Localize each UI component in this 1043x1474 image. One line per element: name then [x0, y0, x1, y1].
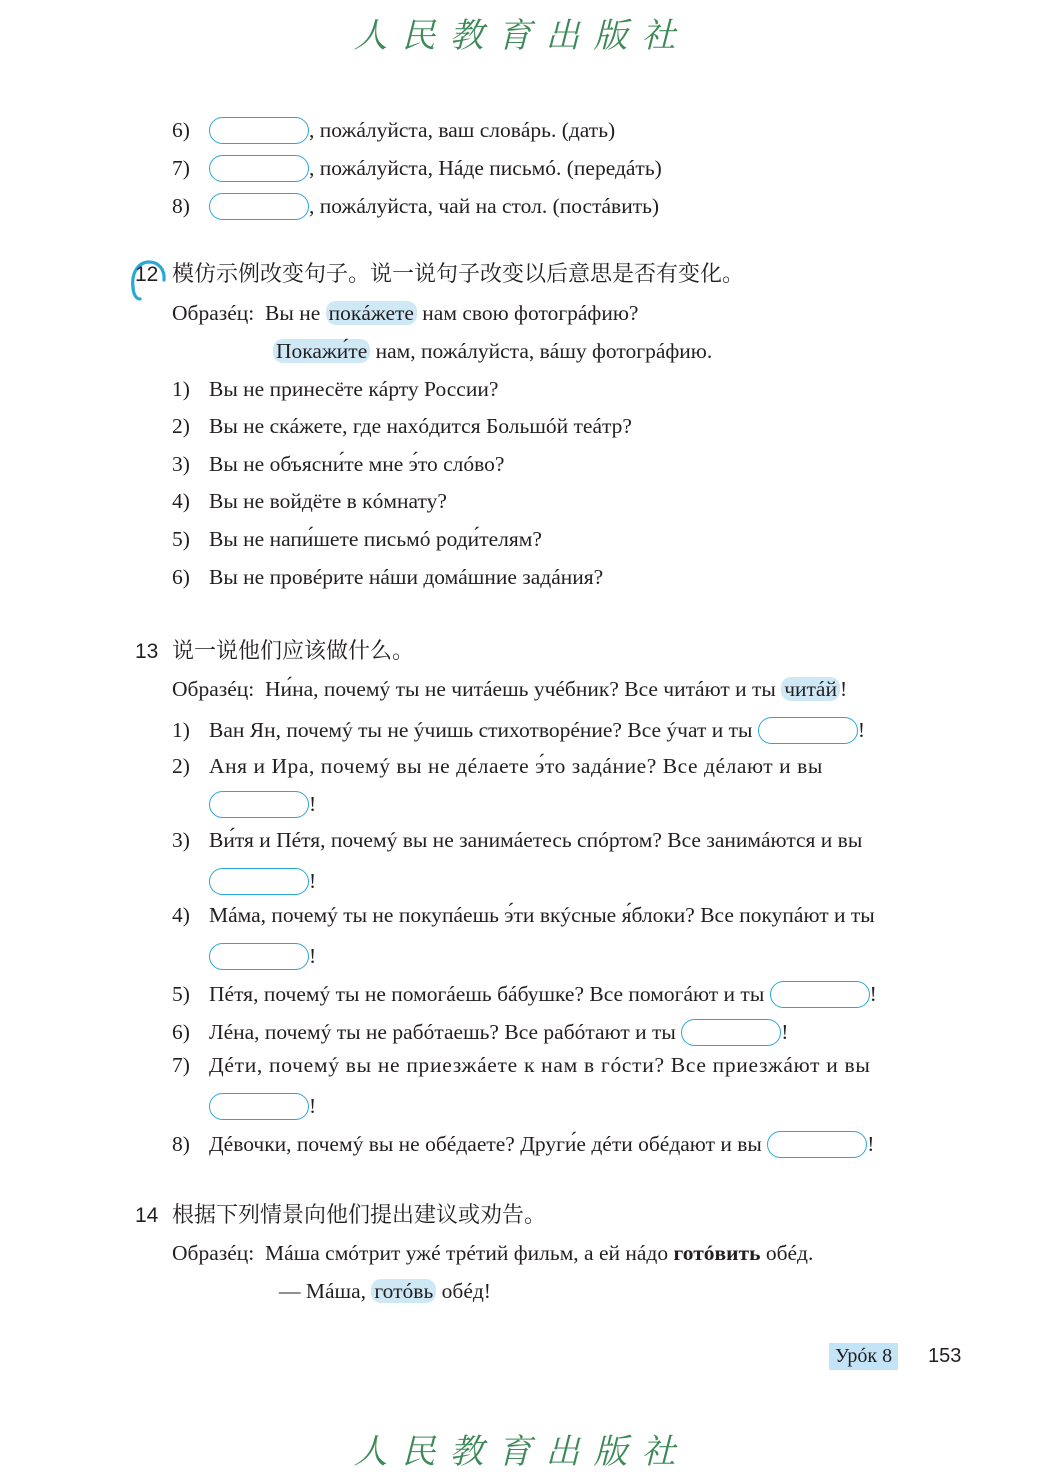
item-text: , пожáлуйста, ваш словáрь. (дать)	[309, 118, 616, 142]
item-number: 4)	[172, 903, 190, 927]
ex13-item-3	[172, 825, 862, 855]
item-text: Вы не принесёте кáрту России?	[209, 377, 499, 401]
item-text: Вы не войдёте в кóмнату?	[209, 489, 447, 513]
example-label: Образéц:	[172, 301, 255, 325]
item-number: 2)	[172, 414, 190, 438]
highlighted-word: покáжете	[326, 301, 417, 325]
ex11-item-8	[172, 191, 659, 221]
ex13-item-3-blank-line	[209, 866, 316, 896]
ex12-header	[135, 259, 744, 290]
ex14-example	[172, 1238, 813, 1268]
item-number: 1)	[172, 377, 190, 401]
lesson-badge: Урóк 8	[829, 1343, 898, 1370]
publisher-logo-bottom: 人民教育出版社	[353, 1432, 690, 1472]
ex12-item-6	[172, 562, 603, 592]
item-number: 1)	[172, 718, 190, 742]
ex11-item-7	[172, 153, 662, 183]
example-end: !	[839, 677, 848, 701]
end-mark: !	[857, 718, 865, 742]
end-mark: !	[309, 1094, 317, 1118]
exercise-instruction: 根据下列情景向他们提出建议或劝告。	[172, 1202, 547, 1227]
item-number: 7)	[172, 1053, 190, 1077]
end-mark: !	[869, 982, 877, 1006]
highlighted-word: читáй	[781, 677, 840, 701]
item-text: Дéвочки, почемý вы не обéдаете? Други́е дéти обéдают и вы	[209, 1132, 768, 1156]
ex14-example-answer	[279, 1276, 491, 1306]
item-text: Вы не напи́шете письмó роди́телям?	[209, 527, 542, 551]
ex12-item-2	[172, 411, 632, 441]
ex12-example	[172, 298, 638, 328]
item-text: , пожáлуйста, Нáде письмó. (передáть)	[309, 156, 662, 180]
example-text: — Мáша,	[279, 1279, 372, 1303]
page-number: 153	[928, 1345, 962, 1367]
item-number: 6)	[172, 565, 190, 589]
item-text: Ван Ян, почемý ты не ýчишь стихотворéние? Все ýчат и ты	[209, 718, 758, 742]
item-text: Вы не скáжете, где нахóдится Большóй теáтр?	[209, 414, 632, 438]
ex13-item-2-blank-line	[209, 789, 316, 819]
item-text: Пéтя, почемý ты не помогáешь бáбушке? Все помогáют и ты	[209, 982, 770, 1006]
item-number: 8)	[172, 1132, 190, 1156]
ex14-header	[135, 1200, 546, 1231]
answer-blank[interactable]	[758, 717, 858, 744]
highlighted-word: готóвь	[371, 1279, 436, 1303]
end-mark: !	[309, 792, 317, 816]
exercise-number: 13	[135, 640, 159, 663]
item-text: Ви́тя и Пéтя, почемý вы не занимáетесь спóртом? Все занимáются и вы	[209, 828, 863, 852]
item-text: Вы не провéрите нáши домáшние задáния?	[209, 565, 604, 589]
bold-word: готóвить	[673, 1241, 761, 1265]
example-text: Мáша смóтрит ужé трéтий фильм, а ей нáдо	[265, 1241, 674, 1265]
item-text: Лéна, почемý ты не рабóтаешь? Все рабóтают и ты	[209, 1020, 682, 1044]
example-label: Образéц:	[172, 677, 255, 701]
end-mark: !	[309, 869, 317, 893]
end-mark: !	[867, 1132, 875, 1156]
ex13-item-7-blank-line	[209, 1091, 316, 1121]
ex13-item-4	[172, 900, 875, 930]
item-number: 7)	[172, 156, 190, 180]
item-text: Дéти, почемý вы не приезжáете к нам в гóсти? Все приезжáют и вы	[209, 1053, 871, 1077]
exercise-instruction: 模仿示例改变句子。说一说句子改变以后意思是否有变化。	[172, 261, 745, 286]
item-number: 4)	[172, 489, 190, 513]
ex12-example-answer	[273, 336, 712, 366]
ex12-item-4	[172, 486, 447, 516]
answer-blank[interactable]	[209, 868, 309, 895]
ex12-item-1	[172, 374, 498, 404]
example-text: нам свою фотогрáфию?	[416, 301, 639, 325]
example-text: Вы не	[265, 301, 326, 325]
ex13-item-6	[172, 1017, 788, 1047]
publisher-logo-top: 人民教育出版社	[353, 16, 690, 56]
ex11-item-6	[172, 115, 615, 145]
highlighted-word: Покажи́те	[273, 339, 370, 363]
ex13-item-4-blank-line	[209, 941, 316, 971]
item-number: 6)	[172, 1020, 190, 1044]
example-text: Ни́на, почемý ты не читáешь учéбник? Все читáют и ты	[265, 677, 782, 701]
ex12-item-3	[172, 449, 504, 479]
ex13-item-5	[172, 979, 877, 1009]
item-text: Вы не объясни́те мне э́то слóво?	[209, 452, 505, 476]
item-text: Аня и Ира, почемý вы не дéлаете э́то задáние? Все дéлают и вы	[209, 754, 823, 778]
item-number: 8)	[172, 194, 190, 218]
ex13-item-2	[172, 751, 823, 781]
ex13-header	[135, 636, 414, 667]
exercise-instruction: 说一说他们应该做什么。	[172, 638, 415, 663]
exercise-number: 14	[135, 1204, 159, 1227]
answer-blank[interactable]	[681, 1019, 781, 1046]
item-text: , пожáлуйста, чай на стол. (постáвить)	[309, 194, 660, 218]
ex13-item-1	[172, 715, 865, 745]
item-number: 2)	[172, 754, 190, 778]
answer-blank[interactable]	[767, 1131, 867, 1158]
item-text: Мáма, почемý ты не покупáешь э́ти вкýсные я́блоки? Все покупáют и ты	[209, 903, 875, 927]
end-mark: !	[781, 1020, 789, 1044]
ex12-item-5	[172, 524, 542, 554]
answer-blank[interactable]	[209, 791, 309, 818]
item-number: 6)	[172, 118, 190, 142]
item-number: 5)	[172, 982, 190, 1006]
answer-blank[interactable]	[209, 1093, 309, 1120]
item-number: 3)	[172, 828, 190, 852]
answer-blank[interactable]	[770, 981, 870, 1008]
ex13-example	[172, 674, 847, 704]
example-text: обéд.	[760, 1241, 814, 1265]
item-number: 3)	[172, 452, 190, 476]
ex13-item-8	[172, 1129, 874, 1159]
item-number: 5)	[172, 527, 190, 551]
end-mark: !	[309, 944, 317, 968]
answer-blank[interactable]	[209, 117, 309, 144]
answer-blank[interactable]	[209, 155, 309, 182]
answer-blank[interactable]	[209, 193, 309, 220]
example-label: Образéц:	[172, 1241, 255, 1265]
answer-blank[interactable]	[209, 943, 309, 970]
example-text: обéд!	[436, 1279, 491, 1303]
ex13-item-7	[172, 1050, 871, 1080]
example-text: нам, пожáлуйста, вáшу фотогрáфию.	[370, 339, 713, 363]
exercise-number: 12	[135, 263, 159, 286]
